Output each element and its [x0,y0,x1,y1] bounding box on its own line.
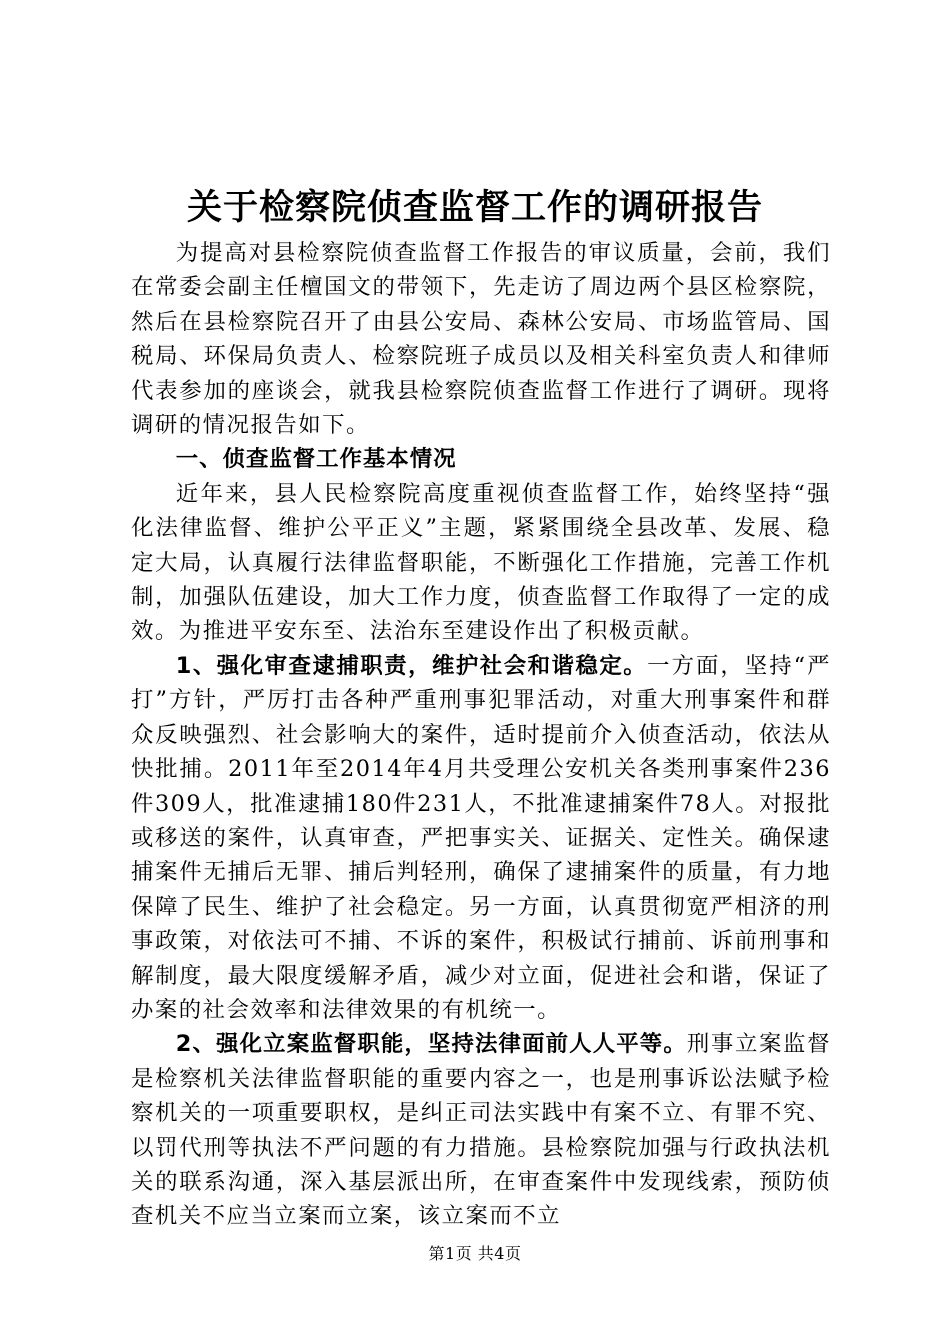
item-2-paragraph [131,1027,831,1233]
section-paragraph: 近年来，县人民检察院高度重视侦查监督工作，始终坚持“强化法律监督、维护公平正义”主题，紧紧围绕全县改革、发展、稳定大局，认真履行法律监督职能，不断强化工作措施，完善工作机制，加强队伍建设，加大工作力度，侦查监督工作取得了一定的成效。为推进平安东至、法治东至建设作出了积极贡献。 [131,480,831,645]
item-1-lead: 1、强化审查逮捕职责，维护社会和谐稳定。 [175,652,648,679]
item-2-lead: 2、强化立案监督职能，坚持法律面前人人平等。 [175,1031,687,1058]
document-body [131,236,831,1234]
intro-paragraph: 为提高对县检察院侦查监督工作报告的审议质量，会前，我们在常委会副主任檀国文的带领下，先走访了周边两个县区检察院，然后在县检察院召开了由县公安局、森林公安局、市场监管局、国税局、环保局负责人、检察院班子成员以及相关科室负责人和律师代表参加的座谈会，就我县检察院侦查监督工作进行了调研。现将调研的情况报告如下。 [131,240,831,439]
document-title: 关于检察院侦查监督工作的调研报告 [186,188,763,228]
item-1-body: 一方面，坚持“严打”方针，严厉打击各种严重刑事犯罪活动，对重大刑事案件和群众反映强烈、社会影响大的案件，适时提前介入侦查活动，依法从快批捕。2011年至2014年4月共受理公安机关各类刑事案件236件309人，批准逮捕180件231人，不批准逮捕案件78人。对报批或移送的案件，认真审查，严把事实关、证据关、定性关。确保逮捕案件无捕后无罪、捕后判轻刑，确保了逮捕案件的质量，有力地保障了民生、维护了社会稳定。另一方面，认真贯彻宽严相济的刑事政策，对依法可不捕、不诉的案件，积极试行捕前、诉前刑事和解制度，最大限度缓解矛盾，减少对立面，促进社会和谐，保证了办案的社会效率和法律效果的有机统一。 [131,652,831,1023]
page-footer: 第1页 共4页 [428,1244,522,1263]
section-heading: 一、侦查监督工作基本情况 [175,446,457,473]
item-1-paragraph [131,649,831,1027]
item-2-body: 刑事立案监督是检察机关法律监督职能的重要内容之一，也是刑事诉讼法赋予检察机关的一项重要职权，是纠正司法实践中有案不立、有罪不究、以罚代刑等执法不严问题的有力措施。县检察院加强与行政执法机关的联系沟通，深入基层派出所，在审查案件中发现线索，预防侦查机关不应当立案而立案，该立案而不立 [131,1031,831,1230]
